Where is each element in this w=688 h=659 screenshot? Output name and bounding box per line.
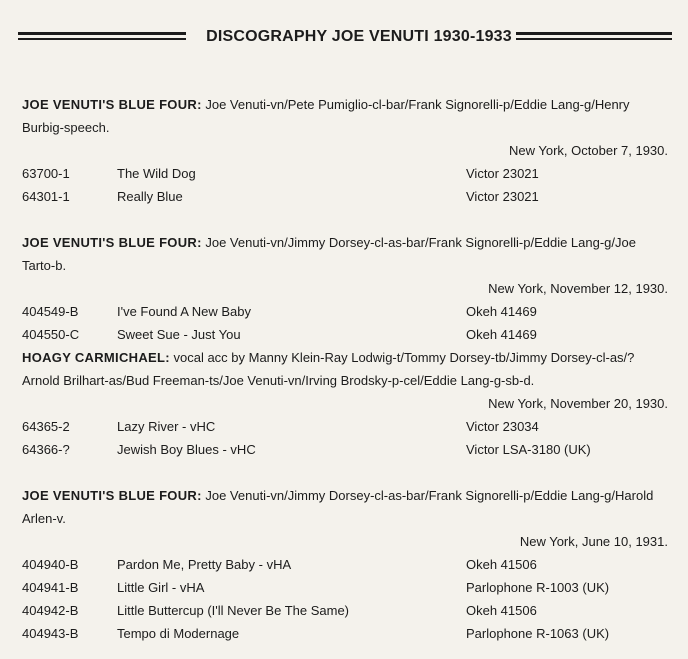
personnel: Joe Venuti-vn/Jimmy Dorsey-cl-as-bar/Frank Signorelli-p/Eddie Lang-g/Joe Tarto-b.: [22, 235, 636, 273]
track-title: Lazy River - vHC: [117, 419, 216, 434]
track-title: Little Girl - vHA: [117, 580, 205, 595]
track-row: [22, 599, 670, 622]
matrix-number: 404940-B: [22, 557, 79, 572]
track-row: [22, 622, 670, 645]
page-header: [18, 26, 672, 50]
matrix-number: 404942-B: [22, 603, 79, 618]
track-row: [22, 185, 670, 208]
track-title: Pardon Me, Pretty Baby - vHA: [117, 557, 292, 572]
session-heading: [22, 93, 670, 139]
session-block: [22, 484, 670, 645]
track-row: [22, 553, 670, 576]
record-label: Victor 23021: [466, 166, 539, 181]
track-row: [22, 300, 670, 323]
header-rule-right: [516, 32, 672, 41]
track-title: Jewish Boy Blues - vHC: [117, 442, 256, 457]
matrix-number: 63700-1: [22, 166, 70, 181]
place-date: New York, November 20, 1930.: [488, 396, 668, 411]
matrix-number: 64301-1: [22, 189, 70, 204]
session-block: [22, 93, 670, 208]
record-label: Okeh 41469: [466, 327, 537, 342]
track-title: Tempo di Modernage: [117, 626, 240, 641]
record-label: Okeh 41506: [466, 603, 537, 618]
personnel: Joe Venuti-vn/Pete Pumiglio-cl-bar/Frank Signorelli-p/Eddie Lang-g/Henry Burbig-speech.: [22, 97, 630, 135]
track-row: [22, 323, 670, 346]
session-heading: [22, 231, 670, 277]
track-title: Little Buttercup (I'll Never Be The Same): [117, 603, 350, 618]
track-title: Sweet Sue - Just You: [117, 327, 241, 342]
record-label: Victor 23034: [466, 419, 539, 434]
personnel: vocal acc by Manny Klein-Ray Lodwig-t/Tommy Dorsey-tb/Jimmy Dorsey-cl-as/? Arnold Brilhart-as/Bud Freeman-ts/Joe Venuti-vn/Irving Brodsky-p-cel/Eddie Lang-g-sb-d.: [22, 350, 635, 388]
artist-name: JOE VENUTI'S BLUE FOUR:: [22, 97, 202, 112]
session-block: [22, 346, 670, 461]
track-row: [22, 438, 670, 461]
session-heading: [22, 484, 670, 530]
matrix-number: 404550-C: [22, 327, 80, 342]
matrix-number: 404941-B: [22, 580, 79, 595]
track-row: [22, 576, 670, 599]
matrix-number: 404549-B: [22, 304, 79, 319]
session-block: [22, 231, 670, 346]
record-label: Victor 23021: [466, 189, 539, 204]
artist-name: JOE VENUTI'S BLUE FOUR:: [22, 488, 202, 503]
place-date: New York, June 10, 1931.: [519, 534, 668, 549]
record-label: Okeh 41506: [466, 557, 537, 572]
track-row: [22, 162, 670, 185]
record-label: Parlophone R-1063 (UK): [466, 626, 610, 641]
artist-name: HOAGY CARMICHAEL:: [22, 350, 170, 365]
record-label: Parlophone R-1003 (UK): [466, 580, 610, 595]
matrix-number: 64366-?: [22, 442, 70, 457]
artist-name: JOE VENUTI'S BLUE FOUR:: [22, 235, 202, 250]
track-row: [22, 415, 670, 438]
place-date: New York, October 7, 1930.: [509, 143, 668, 158]
track-title: Really Blue: [117, 189, 183, 204]
matrix-number: 64365-2: [22, 419, 70, 434]
matrix-number: 404943-B: [22, 626, 79, 641]
personnel: Joe Venuti-vn/Jimmy Dorsey-cl-as-bar/Frank Signorelli-p/Eddie Lang-g/Harold Arlen-v.: [22, 488, 654, 526]
track-title: I've Found A New Baby: [117, 304, 252, 319]
track-title: The Wild Dog: [117, 166, 196, 181]
session-heading: [22, 346, 670, 392]
record-label: Victor LSA-3180 (UK): [466, 442, 591, 457]
header-rule-left: [18, 32, 186, 41]
page-title: DISCOGRAPHY JOE VENUTI 1930-1933: [206, 28, 512, 45]
record-label: Okeh 41469: [466, 304, 537, 319]
place-date: New York, November 12, 1930.: [488, 281, 668, 296]
